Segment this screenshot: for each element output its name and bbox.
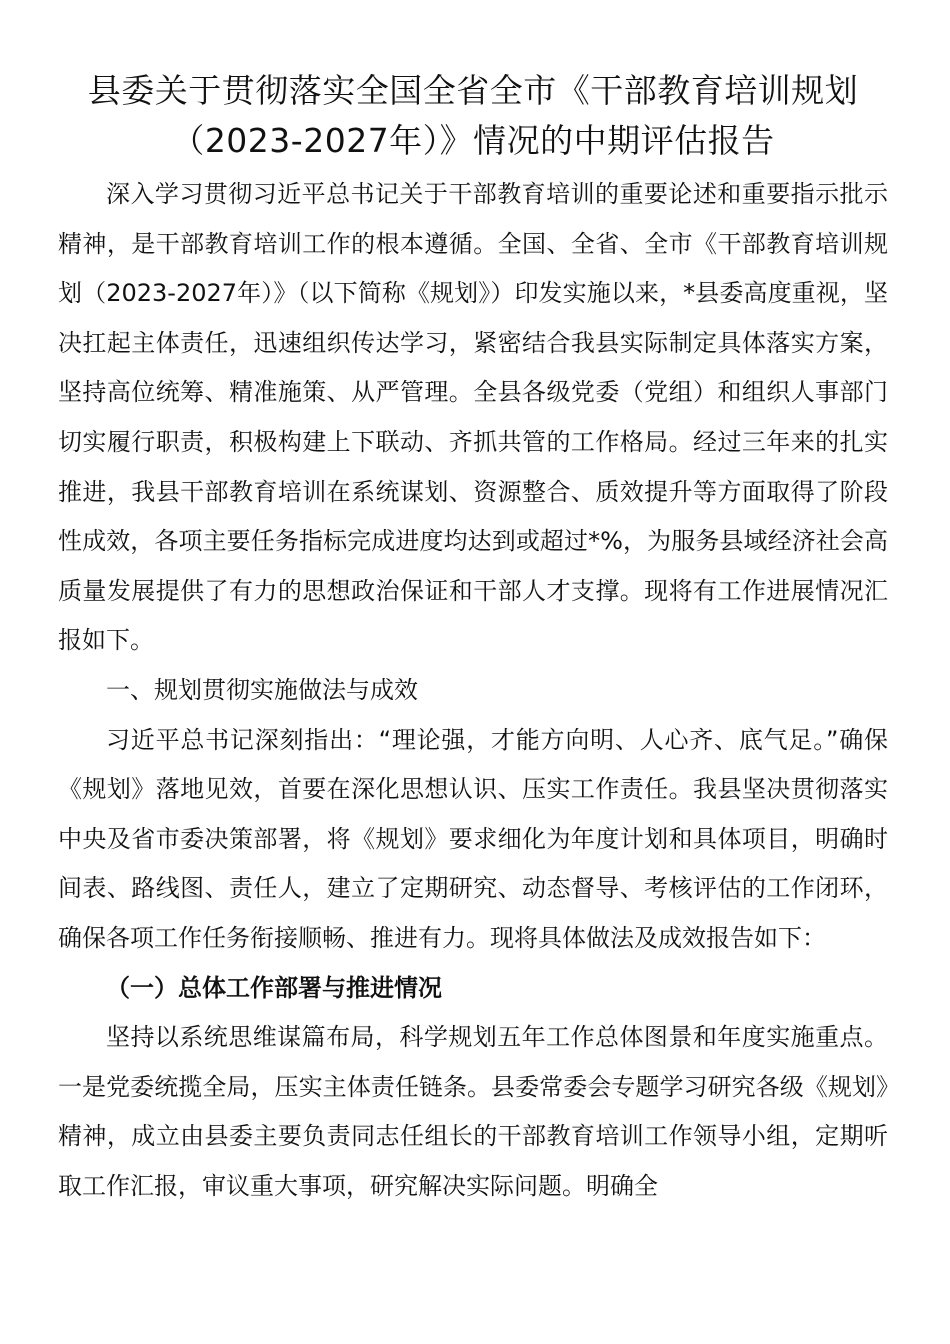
document-page [58, 66, 888, 1211]
intro-paragraph: 深入学习贯彻习近平总书记关于干部教育培训的重要论述和重要指示批示精神，是干部教育培训工作的根本遵循。全国、全省、全市《干部教育培训规划（2023-2027年）》（以下简称《规划》）印发实施以来，*县委高度重视，坚决扛起主体责任，迅速组织传达学习，紧密结合我县实际制定具体落实方案，坚持高位统筹、精准施策、从严管理。全县各级党委（党组）和组织人事部门切实履行职责，积极构建上下联动、齐抓共管的工作格局。经过三年来的扎实推进，我县干部教育培训在系统谋划、资源整合、质效提升等方面取得了阶段性成效，各项主要任务指标完成进度均达到或超过*%，为服务县域经济社会高质量发展提供了有力的思想政治保证和干部人才支撑。现将有工作进展情况汇报如下。 [58, 180, 888, 655]
subsection-1-paragraph: 坚持以系统思维谋篇布局，科学规划五年工作总体图景和年度实施重点。一是党委统揽全局，压实主体责任链条。县委常委会专题学习研究各级《规划》精神，成立由县委主要负责同志任组长的干部教育培训工作领导小组，定期听取工作汇报，审议重大事项，研究解决实际问题。明确全 [58, 1023, 888, 1200]
title-line-1: 县委关于贯彻落实全国全省全市《干部教育培训规划 [87, 71, 859, 110]
subsection-heading-1: （一）总体工作部署与推进情况 [106, 973, 442, 1002]
section-heading-1: 一、规划贯彻实施做法与成效 [106, 675, 418, 704]
section-1-paragraph: 习近平总书记深刻指出：“理论强，才能方向明、人心齐、底气足。”确保《规划》落地见效，首要在深化思想认识、压实工作责任。我县坚决贯彻落实中央及省市委决策部署，将《规划》要求细化为年度计划和具体项目，明确时间表、路线图、责任人，建立了定期研究、动态督导、考核评估的工作闭环，确保各项工作任务衔接顺畅、推进有力。现将具体做法及成效报告如下： [58, 725, 888, 952]
document-title [58, 66, 888, 166]
title-line-2: （2023-2027年）》情况的中期评估报告 [171, 121, 775, 160]
